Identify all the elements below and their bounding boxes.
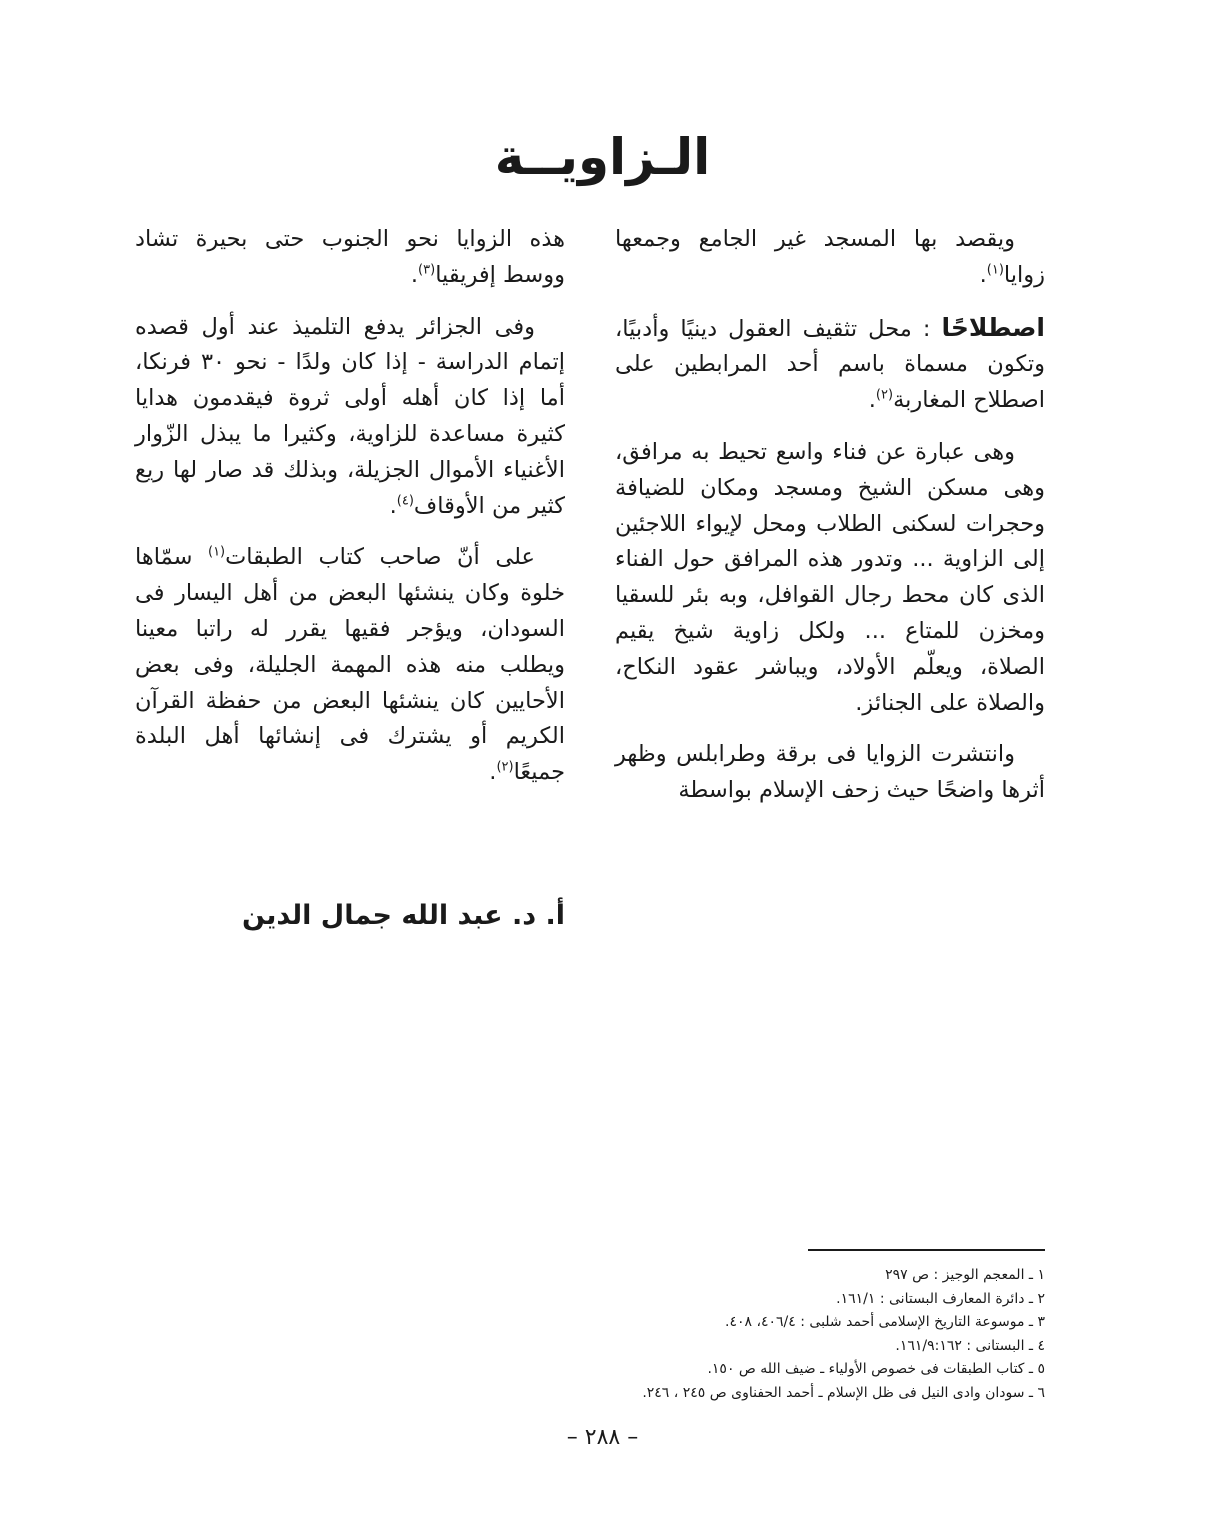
- term-heading: اصطلاحًا: [941, 312, 1045, 342]
- right-column: [615, 222, 1045, 825]
- footnote-ref: (٢): [875, 387, 894, 403]
- punctuation: .: [489, 759, 497, 786]
- footnote-item: ١ ـ المعجم الوجيز : ص ٢٩٧: [885, 1267, 1045, 1283]
- paragraph-text: سمّاها خلوة وكان ينشئها البعض من أهل اليسار فى السودان، ويؤجر فقيها يقرر له راتبا معينا ويطلب منه هذه المهمة الجليلة، وفى بعض الأحايين كان ينشئها البعض من حفظة القرآن الكريم أو يشترك فى إنشائها أهل البلدة جميعًا: [135, 544, 565, 786]
- footnote-divider: [808, 1249, 1045, 1251]
- footnote-item: ٣ ـ موسوعة التاريخ الإسلامى أحمد شلبى : ٤٠٦/٤، ٤٠٨.: [725, 1314, 1045, 1330]
- punctuation: .: [868, 387, 876, 414]
- page-title: الـزاويــة: [494, 128, 711, 186]
- paragraph: [135, 310, 565, 525]
- footnote-ref: (١): [986, 262, 1004, 278]
- footnote-ref: (٣): [418, 262, 436, 278]
- footnote-ref: (٢): [496, 759, 514, 775]
- footnote-item: ٦ ـ سودان وادى النيل فى ظل الإسلام ـ أحمد الحفناوى ص ٢٤٥ ، ٢٤٦.: [642, 1384, 1045, 1401]
- paragraph: [135, 540, 565, 791]
- paragraph: [135, 222, 565, 294]
- paragraph-text: ويقصد بها المسجد غير الجامع وجمعها زوايا: [615, 226, 1045, 288]
- paragraph: وانتشرت الزوايا فى برقة وطرابلس وظهر أثرها واضحًا حيث زحف الإسلام بواسطة: [615, 741, 1045, 804]
- footnote-ref: (١): [207, 544, 226, 560]
- footnote-item: ٢ ـ دائرة المعارف البستانى : ١٦١/١.: [836, 1290, 1045, 1307]
- paragraph-text: هذه الزوايا نحو الجنوب حتى بحيرة تشاد ووسط إفريقيا: [135, 226, 565, 288]
- punctuation: .: [410, 261, 419, 288]
- paragraph: [615, 222, 1045, 294]
- left-column: [135, 222, 565, 807]
- footnote-item: ٤ ـ البستانى : ١٦١/٩:١٦٢.: [895, 1337, 1045, 1354]
- punctuation: .: [389, 492, 397, 519]
- page-number: – ٢٨٨ –: [566, 1425, 639, 1450]
- paragraph-text: وفى الجزائر يدفع التلميذ عند أول قصده إتمام الدراسة - إذا كان ولدًا - نحو ٣٠ فرنكا، أما إذا كان أهله أولى ثروة فيقدمون هدايا كثيرة مساعدة للزاوية، وكثيرا ما يبذل الزّوار الأغنياء الأموال الجزيلة، وبذلك قد صار لها ريع كثير من الأوقاف: [135, 313, 565, 519]
- paragraph-text: على أنّ صاحب كتاب الطبقات: [225, 544, 535, 571]
- footnote-ref: (٤): [396, 493, 414, 509]
- author-signature: أ. د. عبد الله جمال الدين: [241, 900, 565, 931]
- punctuation: .: [979, 261, 987, 288]
- paragraph: وهى عبارة عن فناء واسع تحيط به مرافق، وهى مسكن الشيخ ومسجد ومكان للضيافة وحجرات لسكنى الطلاب ومحل لإيواء اللاجئين إلى الزاوية ... وتدور هذه المرافق حول الفناء الذى كان محط رجال القوافل، وبه بئر للسقيا ومخزن للمتاع ... ولكل زاوية شيخ يقيم الصلاة، ويعلّم الأولاد، ويباشر عقود النكاح، والصلاة على الجنائز.: [615, 438, 1045, 716]
- paragraph-text: : محل تثقيف العقول دينيًا وأدبيًا، وتكون مسماة باسم أحد المرابطين على اصطلاح المغاربة: [615, 315, 1045, 414]
- footnotes-list: [520, 1264, 1045, 1405]
- paragraph: [615, 310, 1045, 419]
- footnote-item: ٥ ـ كتاب الطبقات فى خصوص الأولياء ـ ضيف الله ص ١٥٠.: [707, 1361, 1045, 1377]
